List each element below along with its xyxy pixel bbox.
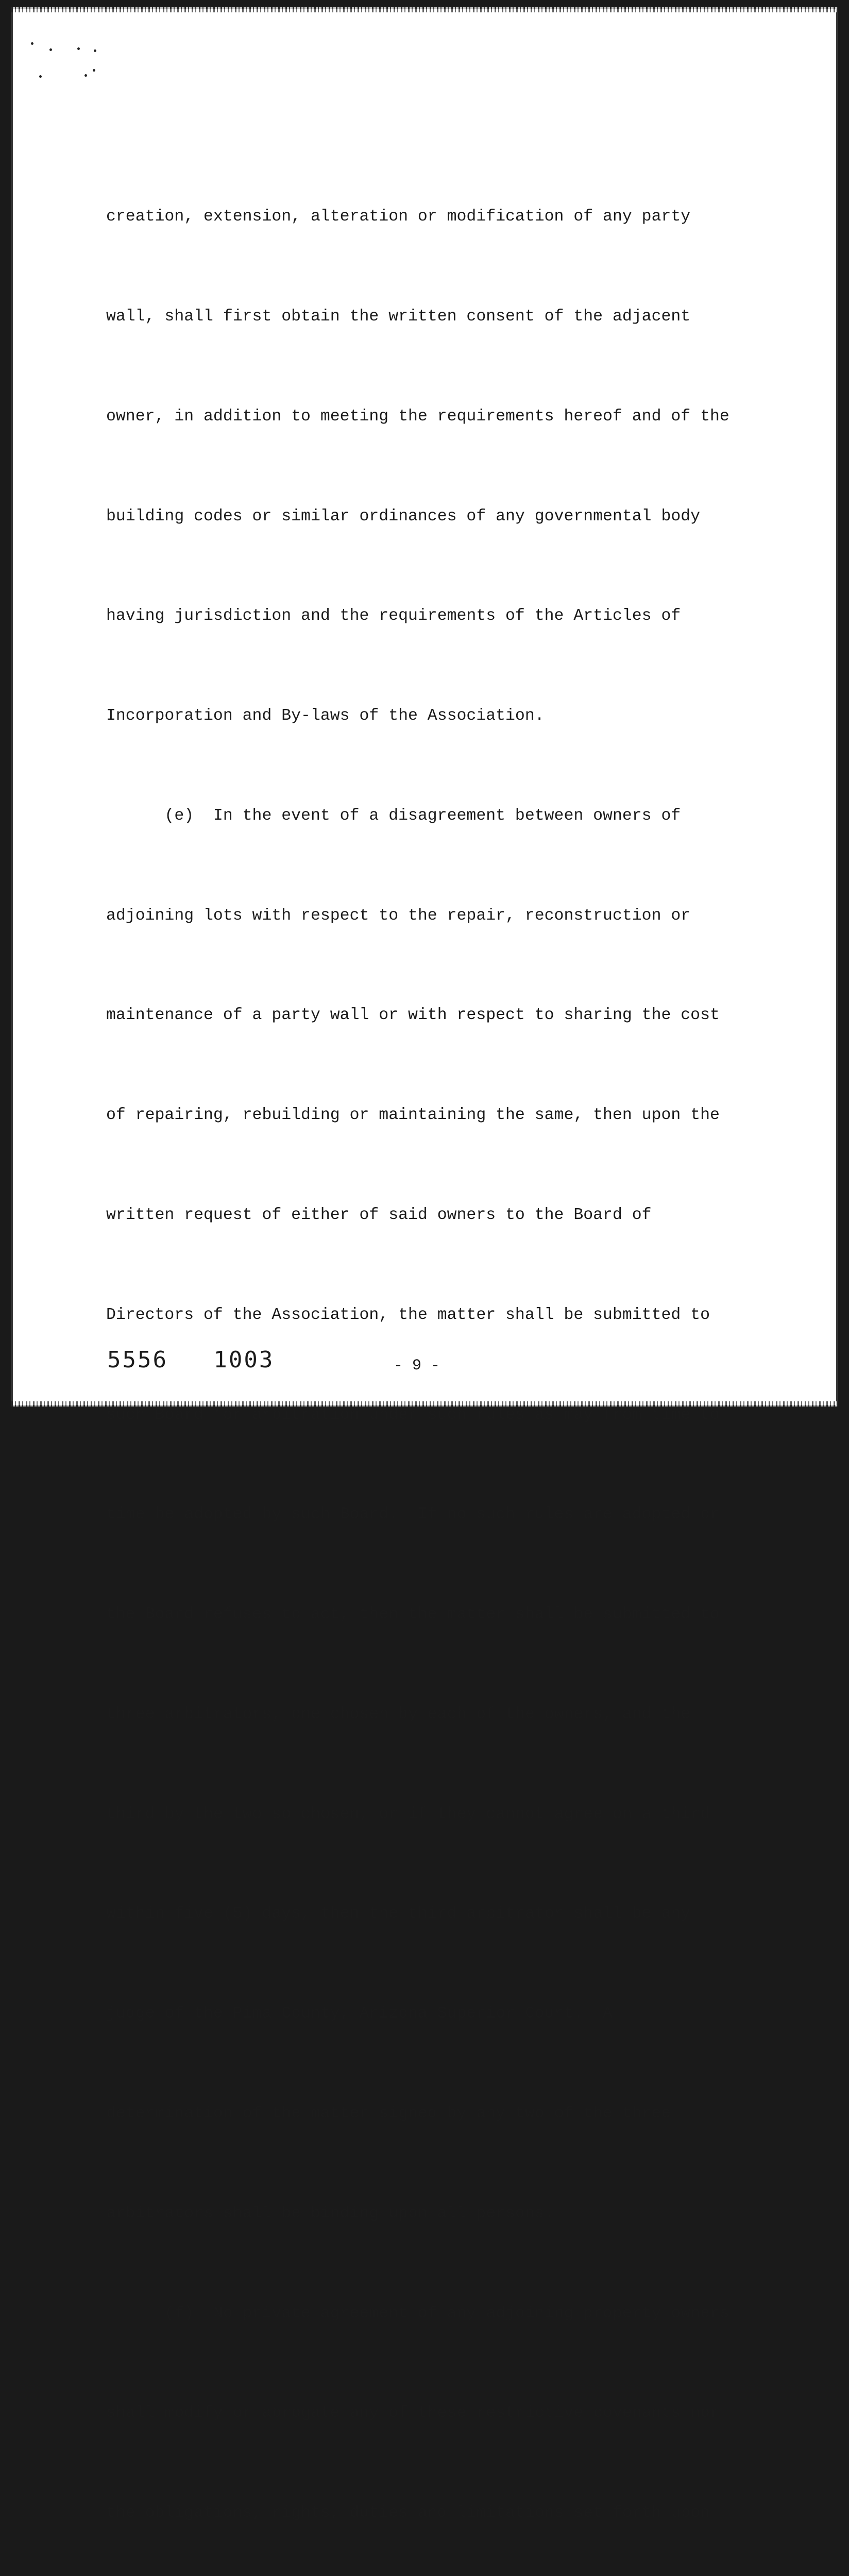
text-line: adjoining lots with respect to the repair, reconstruction or <box>106 906 691 925</box>
text-line: Incorporation and By-laws of the Association. <box>106 707 545 725</box>
scan-speck <box>84 74 87 77</box>
text-line: creation, extension, alteration or modification of any party <box>106 208 691 226</box>
scan-speck <box>39 75 42 78</box>
text-line: building codes or similar ordinances of any governmental body <box>106 507 701 526</box>
text-line: having jurisdiction and the requirements of the Articles of <box>106 607 681 625</box>
text-line: time be adopted by such Board. If no such rules are adopted or <box>106 1505 720 1524</box>
page-number: - 9 - <box>394 1357 440 1375</box>
scan-edge-top <box>11 7 838 12</box>
text-line: arbitrators shall be binding upon all persons. <box>106 2204 554 2223</box>
text-line: maintenance of a party wall or with respect to sharing the cost <box>106 1006 720 1025</box>
paragraph-f-start: (f) No private agreement of any adjoining property owners <box>106 2304 729 2323</box>
text-line: judge of the Pima County, Arizona Superior Court. A <box>106 2005 613 2023</box>
text-line: third by the two so chosen, or if they cannot agree on a third <box>106 1805 710 1823</box>
text-line: owner, in addition to meeting the requirements hereof and of the <box>106 407 729 426</box>
scan-speck <box>77 47 80 50</box>
text-line: of repairing, rebuilding or maintaining the same, then upon the <box>106 1106 720 1125</box>
text-line: three arbitrators, one chosen by each of the owners, and the <box>106 1705 691 1723</box>
scan-speck <box>94 49 96 52</box>
text-line: Directors of the Association, the matter shall be submitted to <box>106 1306 710 1324</box>
text-line: within five (5) days, then the third arbitrator shall be any <box>106 1905 691 1923</box>
text-line: written request of either of said owners to the Board of <box>106 1206 652 1224</box>
scan-speck <box>49 48 52 51</box>
scan-speck <box>93 69 95 72</box>
scan-speck <box>31 42 33 45</box>
text-line: wall, shall first obtain the written consent of the adjacent <box>106 307 691 326</box>
text-line: shall modify or abrogate any of these restrictive covenants nor <box>106 2404 720 2422</box>
docket-number: 5556 1003 <box>107 1347 275 1373</box>
text-line: the obligations, rights, duties and limitations set forth upon <box>106 2504 710 2522</box>
text-line: determination of the matter signed by any two of the three <box>106 2105 671 2123</box>
text-line: the Board refuses to act, then the matter shall be submitted to <box>106 1605 720 1624</box>
document-page <box>11 7 838 2522</box>
paragraph-e-start: (e) In the event of a disagreement between owners of <box>106 806 681 825</box>
text-line: such Board for arbitration under such rules as may from time to <box>106 1405 720 1424</box>
